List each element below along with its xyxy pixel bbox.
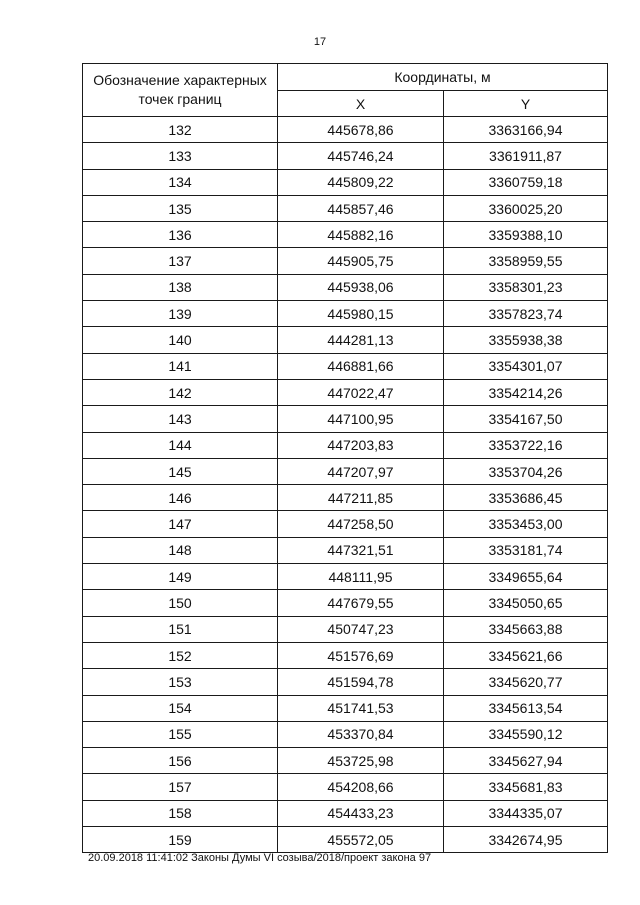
x-cell: 445857,46	[278, 195, 444, 221]
x-cell: 445938,06	[278, 274, 444, 300]
table-row	[83, 379, 608, 405]
x-cell: 445980,15	[278, 301, 444, 327]
point-cell: 151	[83, 616, 278, 642]
point-cell: 152	[83, 642, 278, 668]
point-cell: 156	[83, 748, 278, 774]
table-row	[83, 117, 608, 143]
table-row	[83, 353, 608, 379]
table-row	[83, 248, 608, 274]
x-cell: 454433,23	[278, 800, 444, 826]
table-row	[83, 590, 608, 616]
point-cell: 148	[83, 537, 278, 563]
x-cell: 445678,86	[278, 117, 444, 143]
y-cell: 3349655,64	[444, 564, 608, 590]
x-cell: 447321,51	[278, 537, 444, 563]
header-y: Y	[444, 91, 608, 117]
x-cell: 448111,95	[278, 564, 444, 590]
table-body	[83, 117, 608, 853]
table-row	[83, 143, 608, 169]
point-cell: 136	[83, 222, 278, 248]
point-cell: 150	[83, 590, 278, 616]
x-cell: 455572,05	[278, 827, 444, 853]
y-cell: 3363166,94	[444, 117, 608, 143]
point-cell: 132	[83, 117, 278, 143]
table-row	[83, 642, 608, 668]
table-row	[83, 564, 608, 590]
x-cell: 450747,23	[278, 616, 444, 642]
table-row	[83, 537, 608, 563]
header-x: X	[278, 91, 444, 117]
point-cell: 138	[83, 274, 278, 300]
table-row	[83, 195, 608, 221]
point-cell: 155	[83, 721, 278, 747]
x-cell: 447022,47	[278, 379, 444, 405]
page-number: 17	[313, 36, 327, 48]
y-cell: 3353722,16	[444, 432, 608, 458]
y-cell: 3342674,95	[444, 827, 608, 853]
x-cell: 451594,78	[278, 669, 444, 695]
y-cell: 3345613,54	[444, 695, 608, 721]
point-cell: 159	[83, 827, 278, 853]
table-row	[83, 748, 608, 774]
y-cell: 3344335,07	[444, 800, 608, 826]
point-cell: 143	[83, 406, 278, 432]
y-cell: 3354301,07	[444, 353, 608, 379]
table-row	[83, 774, 608, 800]
footer-stamp: 20.09.2018 11:41:02 Законы Думы VI созыва/2018/проект закона 97	[88, 852, 432, 864]
x-cell: 447258,50	[278, 511, 444, 537]
x-cell: 447207,97	[278, 458, 444, 484]
x-cell: 447211,85	[278, 485, 444, 511]
y-cell: 3357823,74	[444, 301, 608, 327]
point-cell: 139	[83, 301, 278, 327]
point-cell: 135	[83, 195, 278, 221]
header-point-designation: Обозначение характерных точек границ	[83, 64, 278, 117]
x-cell: 451576,69	[278, 642, 444, 668]
y-cell: 3358959,55	[444, 248, 608, 274]
point-cell: 133	[83, 143, 278, 169]
table-row	[83, 274, 608, 300]
point-cell: 144	[83, 432, 278, 458]
table-row	[83, 169, 608, 195]
y-cell: 3359388,10	[444, 222, 608, 248]
y-cell: 3345620,77	[444, 669, 608, 695]
point-cell: 134	[83, 169, 278, 195]
table-row	[83, 485, 608, 511]
y-cell: 3345621,66	[444, 642, 608, 668]
point-cell: 154	[83, 695, 278, 721]
coordinates-table	[82, 63, 608, 853]
x-cell: 447100,95	[278, 406, 444, 432]
point-cell: 140	[83, 327, 278, 353]
table-row	[83, 222, 608, 248]
point-cell: 158	[83, 800, 278, 826]
point-cell: 137	[83, 248, 278, 274]
table-row	[83, 800, 608, 826]
x-cell: 451741,53	[278, 695, 444, 721]
point-cell: 149	[83, 564, 278, 590]
x-cell: 447203,83	[278, 432, 444, 458]
y-cell: 3345663,88	[444, 616, 608, 642]
y-cell: 3345050,65	[444, 590, 608, 616]
x-cell: 444281,13	[278, 327, 444, 353]
table-row	[83, 695, 608, 721]
point-cell: 145	[83, 458, 278, 484]
point-cell: 146	[83, 485, 278, 511]
y-cell: 3360025,20	[444, 195, 608, 221]
point-cell: 147	[83, 511, 278, 537]
header-coordinates: Координаты, м	[278, 64, 608, 91]
y-cell: 3354167,50	[444, 406, 608, 432]
y-cell: 3353453,00	[444, 511, 608, 537]
y-cell: 3353704,26	[444, 458, 608, 484]
y-cell: 3354214,26	[444, 379, 608, 405]
table-row	[83, 458, 608, 484]
x-cell: 453370,84	[278, 721, 444, 747]
x-cell: 445882,16	[278, 222, 444, 248]
point-cell: 153	[83, 669, 278, 695]
y-cell: 3345590,12	[444, 721, 608, 747]
x-cell: 447679,55	[278, 590, 444, 616]
point-cell: 142	[83, 379, 278, 405]
y-cell: 3345627,94	[444, 748, 608, 774]
y-cell: 3353181,74	[444, 537, 608, 563]
table-row	[83, 301, 608, 327]
table-row	[83, 616, 608, 642]
table-row	[83, 432, 608, 458]
point-cell: 157	[83, 774, 278, 800]
y-cell: 3361911,87	[444, 143, 608, 169]
x-cell: 453725,98	[278, 748, 444, 774]
table-row	[83, 827, 608, 853]
y-cell: 3345681,83	[444, 774, 608, 800]
table-row	[83, 406, 608, 432]
x-cell: 446881,66	[278, 353, 444, 379]
table-row	[83, 327, 608, 353]
x-cell: 445809,22	[278, 169, 444, 195]
x-cell: 445746,24	[278, 143, 444, 169]
y-cell: 3360759,18	[444, 169, 608, 195]
y-cell: 3358301,23	[444, 274, 608, 300]
table-row	[83, 669, 608, 695]
table-row	[83, 511, 608, 537]
x-cell: 445905,75	[278, 248, 444, 274]
table-row	[83, 721, 608, 747]
x-cell: 454208,66	[278, 774, 444, 800]
point-cell: 141	[83, 353, 278, 379]
y-cell: 3353686,45	[444, 485, 608, 511]
y-cell: 3355938,38	[444, 327, 608, 353]
table-header	[83, 64, 608, 117]
